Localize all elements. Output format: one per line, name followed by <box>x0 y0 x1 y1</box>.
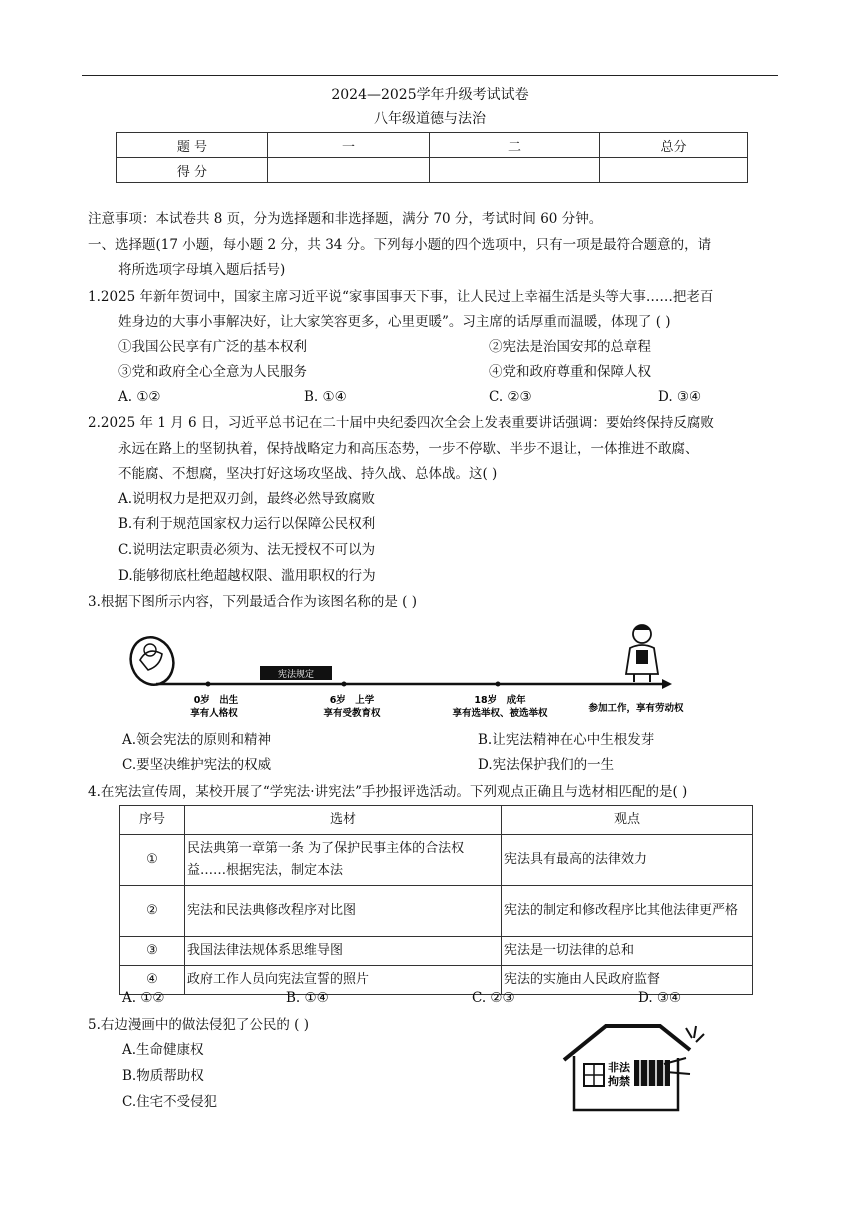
score-header-part2: 二 <box>430 133 600 158</box>
cartoon-sign-line1: 非法 <box>608 1061 630 1074</box>
exam-title: 2024—2025学年升级考试试卷 <box>331 87 529 103</box>
q3-option-b[interactable]: B.让宪法精神在心中生根发芽 <box>478 732 655 748</box>
col-header-material: 选材 <box>185 806 502 835</box>
stage-4-right: 参加工作，享有劳动权 <box>588 703 684 714</box>
q5-cartoon-house <box>560 1020 710 1116</box>
score-cell-total[interactable] <box>600 158 748 183</box>
row-number: ③ <box>120 937 185 966</box>
q2-option-c[interactable]: C.说明法定职责必须为、法无授权不可以为 <box>118 542 376 558</box>
house-icon <box>564 1026 704 1110</box>
q1-option-c[interactable]: C. ②③ <box>489 389 532 405</box>
q4-material-table <box>119 805 753 995</box>
q1-item-4: ④党和政府尊重和保障人权 <box>489 364 651 380</box>
row-material: 民法典第一章第一条 为了保护民事主体的合法权益……根据宪法，制定本法 <box>185 835 502 886</box>
q2-stem-line3: 不能腐、不想腐，坚决打好这场攻坚战、持久战、总体战。这( ) <box>118 466 498 482</box>
q2-stem-line1: 2.2025 年 1 月 6 日，习近平总书记在二十届中央纪委四次全会上发表重要讲话强调：要始终保持反腐败 <box>88 415 714 431</box>
table-row <box>120 886 753 937</box>
stage-2-age: 6岁 上学 <box>329 695 375 706</box>
q3-option-a[interactable]: A.领会宪法的原则和精神 <box>122 732 272 748</box>
banner-text: 宪法规定 <box>277 670 315 680</box>
stage-1-age: 0岁 出生 <box>193 695 239 706</box>
row-view: 宪法的制定和修改程序比其他法律更严格 <box>502 886 753 937</box>
q4-stem: 4.在宪法宣传周，某校开展了“学宪法·讲宪法”手抄报评选活动。下列观点正确且与选材相匹配的是( ) <box>88 784 688 800</box>
row-number: ① <box>120 835 185 886</box>
score-header-total: 总分 <box>600 133 748 158</box>
q1-item-1: ①我国公民享有广泛的基本权利 <box>118 339 307 355</box>
row-material: 政府工作人员向宪法宣誓的照片 <box>185 966 502 995</box>
q2-option-b[interactable]: B.有利于规范国家权力运行以保障公民权利 <box>118 516 376 532</box>
q4-option-b[interactable]: B. ①④ <box>286 990 329 1006</box>
q1-option-a[interactable]: A. ①② <box>118 389 161 405</box>
score-table <box>116 132 748 183</box>
q4-option-d[interactable]: D. ③④ <box>638 990 682 1006</box>
exam-subject: 八年级道德与法治 <box>374 111 486 127</box>
q4-option-c[interactable]: C. ②③ <box>472 990 515 1006</box>
section1-line2: 将所选项字母填入题后括号) <box>118 262 286 278</box>
q3-option-d[interactable]: D.宪法保护我们的一生 <box>478 757 615 773</box>
cartoon-sign-line2: 拘禁 <box>608 1075 630 1088</box>
stage-3-age: 18岁 成年 <box>474 695 526 706</box>
row-view: 宪法具有最高的法律效力 <box>502 835 753 886</box>
col-header-view: 观点 <box>502 806 753 835</box>
section1-line1: 一、选择题(17 小题，每小题 2 分，共 34 分。下列每小题的四个选项中，只有一项是最符合题意的，请 <box>88 237 712 253</box>
stage-3-right: 享有选举权、被选举权 <box>452 708 548 719</box>
stage-1-right: 享有人格权 <box>190 708 238 719</box>
table-row <box>120 835 753 886</box>
score-header-number: 题 号 <box>117 133 268 158</box>
row-view: 宪法的实施由人民政府监督 <box>502 966 753 995</box>
table-header-row <box>120 806 753 835</box>
q3-stem: 3.根据下图所示内容，下列最适合作为该图名称的是 ( ) <box>88 594 417 610</box>
q2-option-d[interactable]: D.能够彻底杜绝超越权限、滥用职权的行为 <box>118 568 376 584</box>
q1-item-2: ②宪法是治国安邦的总章程 <box>489 339 651 355</box>
score-row-label: 得 分 <box>117 158 268 183</box>
top-rule <box>82 75 778 76</box>
baby-icon <box>126 631 180 690</box>
score-cell-part1[interactable] <box>268 158 430 183</box>
notice: 注意事项：本试卷共 8 页，分为选择题和非选择题，满分 70 分，考试时间 60 分钟。 <box>88 211 603 227</box>
row-number: ② <box>120 886 185 937</box>
q2-stem-line2: 永远在路上的坚韧执着，保持战略定力和高压态势，一步不停歇、半步不退让，一体推进不敢腐、 <box>118 441 699 457</box>
q1-stem-line2: 姓身边的大事小事解决好，让大家笑容更多，心里更暖”。习主席的话厚重而温暖，体现了 ( ) <box>118 314 671 330</box>
score-header-part1: 一 <box>268 133 430 158</box>
q2-option-a[interactable]: A.说明权力是把双刃剑，最终必然导致腐败 <box>118 491 376 507</box>
row-view: 宪法是一切法律的总和 <box>502 937 753 966</box>
stage-2-right: 享有受教育权 <box>323 708 381 719</box>
table-row <box>120 937 753 966</box>
q5-option-c[interactable]: C.住宅不受侵犯 <box>122 1094 218 1110</box>
row-number: ④ <box>120 966 185 995</box>
q4-option-a[interactable]: A. ①② <box>122 990 165 1006</box>
q5-option-b[interactable]: B.物质帮助权 <box>122 1068 204 1084</box>
q1-option-b[interactable]: B. ①④ <box>304 389 347 405</box>
q3-life-timeline-figure <box>126 616 692 724</box>
col-header-number: 序号 <box>120 806 185 835</box>
row-material: 宪法和民法典修改程序对比图 <box>185 886 502 937</box>
q5-stem: 5.右边漫画中的做法侵犯了公民的 ( ) <box>88 1017 309 1033</box>
score-cell-part2[interactable] <box>430 158 600 183</box>
q1-item-3: ③党和政府全心全意为人民服务 <box>118 364 307 380</box>
row-material: 我国法律法规体系思维导图 <box>185 937 502 966</box>
q1-stem-line1: 1.2025 年新年贺词中，国家主席习近平说“家事国事天下事，让人民过上幸福生活是头等大事……把老百 <box>88 289 714 305</box>
q3-option-c[interactable]: C.要坚决维护宪法的权威 <box>122 757 272 773</box>
q1-option-d[interactable]: D. ③④ <box>658 389 702 405</box>
q5-option-a[interactable]: A.生命健康权 <box>122 1042 204 1058</box>
worker-icon <box>626 625 658 682</box>
